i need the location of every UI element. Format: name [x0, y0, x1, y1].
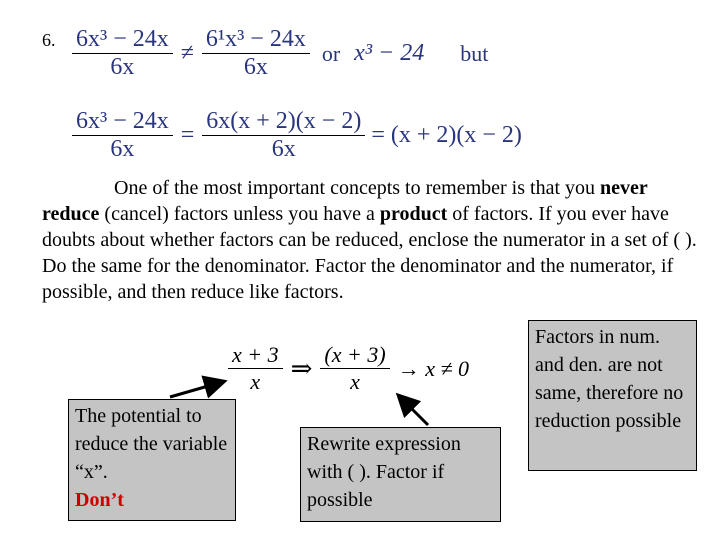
callout-left-text: The potential to reduce the variable “x”. [75, 405, 228, 483]
fraction-1-numerator: 6x³ − 24x [76, 26, 169, 52]
factored-result: = (x + 2)(x − 2) [371, 122, 522, 148]
paragraph-text-3: of factors. If you ever have doubts about whether factors can be reduced, enclose the numerator in a set of ( ). Do the same for the denominator. Factor the denominator and the numerator, if possible, and then reduce like factors. [42, 203, 697, 303]
not-equal-sign: ≠ [180, 40, 194, 66]
fraction-2-denominator: 6x [243, 54, 268, 80]
arrow-to-parentheses-icon [400, 397, 428, 425]
fraction-3-denominator: 6x [110, 136, 135, 162]
equal-sign: = [180, 122, 195, 148]
fraction-4-numerator: 6x(x + 2)(x − 2) [206, 108, 362, 134]
paragraph-text-1: One of the most important concepts to remember is that you [114, 177, 600, 199]
fraction-1-denominator: 6x [110, 54, 135, 80]
problem-number: 6. [42, 30, 56, 50]
but-word: but [460, 40, 489, 66]
implies-arrow: ⇒ [290, 353, 313, 383]
paragraph-bold-1: never reduce [42, 177, 648, 225]
example-fraction-1-numerator: x + 3 [232, 342, 279, 367]
callout-right-text: Factors in num. and den. are not same, therefore no reduction possible [535, 326, 684, 432]
example-fraction-2-denominator: x [350, 369, 360, 394]
or-word: or [321, 40, 341, 66]
paragraph-bold-2: product [379, 203, 448, 225]
example-fraction-2-numerator: (x + 3) [324, 342, 386, 367]
fraction-2-numerator: 6¹x³ − 24x [205, 26, 306, 52]
example-tail: → x ≠ 0 [397, 355, 470, 381]
paragraph-text-2: (cancel) factors unless you have a [99, 203, 380, 225]
fraction-4-denominator: 6x [271, 136, 296, 162]
callout-left-emphasis: Don’t [75, 489, 124, 511]
example-fraction-1-denominator: x [250, 369, 261, 394]
arrow-to-variable-icon [170, 382, 222, 397]
fraction-3-numerator: 6x³ − 24x [76, 108, 169, 134]
callout-middle-text: Rewrite expression with ( ). Factor if possible [307, 433, 461, 511]
alt-expression: x³ − 24 [354, 40, 425, 66]
